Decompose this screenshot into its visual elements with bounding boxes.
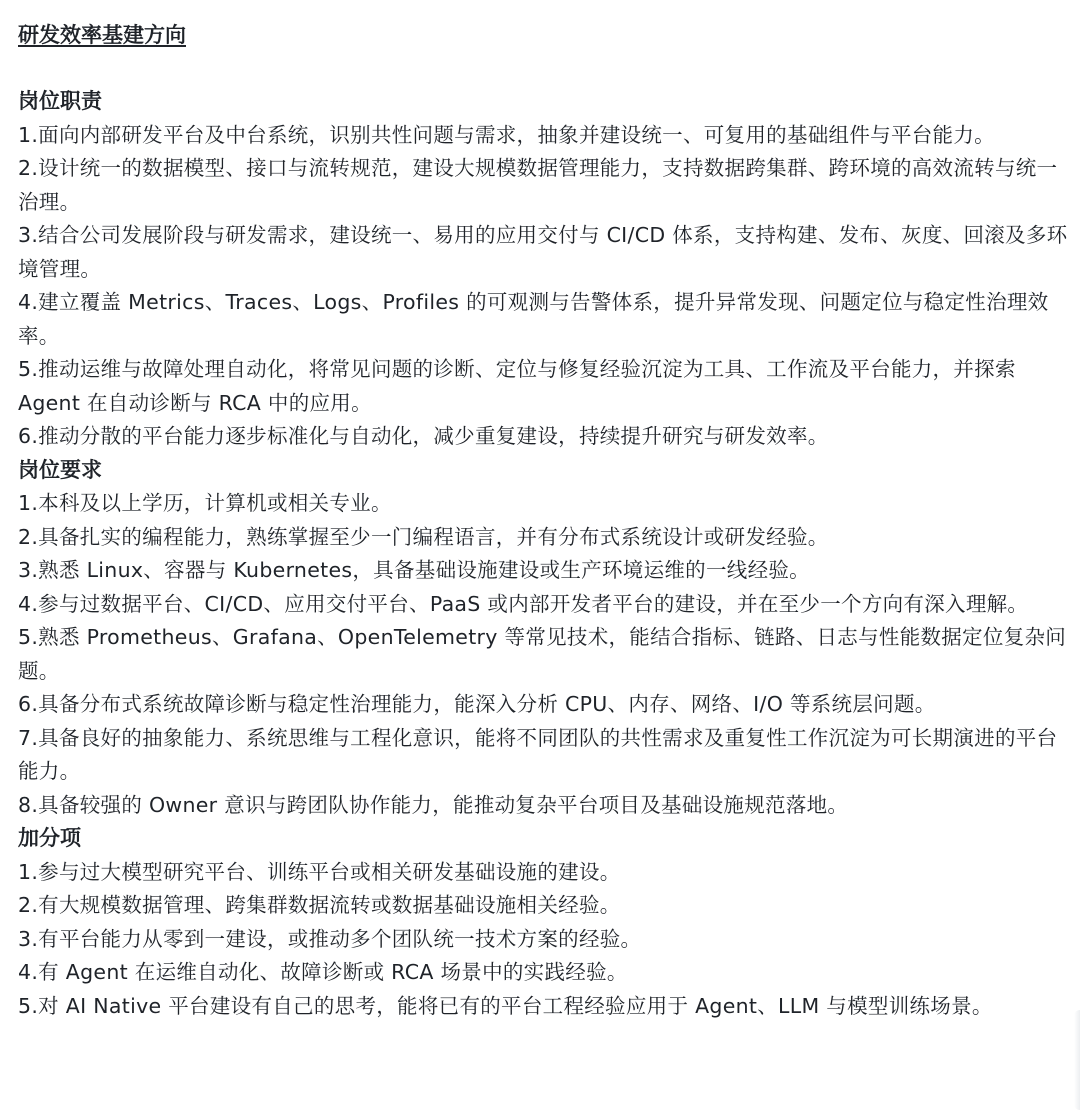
section-heading-bonus: 加分项 — [18, 826, 81, 850]
responsibility-item-3: 3.结合公司发展阶段与研发需求，建设统一、易用的应用交付与 CI/CD 体系，支持构建、发布、灰度、回滚及多环境管理。 — [18, 223, 1068, 281]
requirement-item-4: 4.参与过数据平台、CI/CD、应用交付平台、PaaS 或内部开发者平台的建设，并在至少一个方向有深入理解。 — [18, 591, 1029, 616]
bonus-item-2: 2.有大规模数据管理、跨集群数据流转或数据基础设施相关经验。 — [18, 893, 621, 917]
section-responsibilities — [18, 85, 1068, 454]
scrollbar-edge[interactable] — [1074, 1010, 1080, 1110]
requirement-item-5: 5.熟悉 Prometheus、Grafana、OpenTelemetry 等常见技术，能结合指标、链路、日志与性能数据定位复杂问题。 — [18, 625, 1067, 683]
responsibility-item-4: 4.建立覆盖 Metrics、Traces、Logs、Profiles 的可观测与告警体系，提升异常发现、问题定位与稳定性治理效率。 — [18, 290, 1049, 348]
bonus-item-5: 5.对 AI Native 平台建设有自己的思考，能将已有的平台工程经验应用于 Agent、LLM 与模型训练场景。 — [18, 993, 993, 1018]
document-body — [18, 18, 1068, 1023]
section-heading-requirements: 岗位要求 — [18, 457, 102, 482]
section-requirements — [18, 454, 1068, 823]
requirement-item-6: 6.具备分布式系统故障诊断与稳定性治理能力，能深入分析 CPU、内存、网络、I/O 等系统层问题。 — [18, 692, 936, 716]
responsibility-item-6: 6.推动分散的平台能力逐步标准化与自动化，减少重复建设，持续提升研究与研发效率。 — [18, 424, 829, 448]
section-heading-responsibilities: 岗位职责 — [18, 89, 102, 113]
document-title: 研发效率基建方向 — [18, 23, 186, 47]
bonus-item-1: 1.参与过大模型研究平台、训练平台或相关研发基础设施的建设。 — [18, 859, 621, 884]
responsibility-item-1: 1.面向内部研发平台及中台系统，识别共性问题与需求，抽象并建设统一、可复用的基础组件与平台能力。 — [18, 122, 995, 147]
requirement-item-7: 7.具备良好的抽象能力、系统思维与工程化意识，能将不同团队的共性需求及重复性工作沉淀为可长期演进的平台能力。 — [18, 725, 1058, 783]
bonus-item-3: 3.有平台能力从零到一建设，或推动多个团队统一技术方案的经验。 — [18, 926, 642, 951]
responsibility-item-5: 5.推动运维与故障处理自动化，将常见问题的诊断、定位与修复经验沉淀为工具、工作流及平台能力，并探索 Agent 在自动诊断与 RCA 中的应用。 — [18, 357, 1016, 415]
requirement-item-3: 3.熟悉 Linux、容器与 Kubernetes，具备基础设施建设或生产环境运维的一线经验。 — [18, 558, 810, 582]
responsibility-item-2: 2.设计统一的数据模型、接口与流转规范，建设大规模数据管理能力，支持数据跨集群、跨环境的高效流转与统一治理。 — [18, 156, 1058, 214]
bonus-item-4: 4.有 Agent 在运维自动化、故障诊断或 RCA 场景中的实践经验。 — [18, 960, 628, 984]
requirement-item-2: 2.具备扎实的编程能力，熟练掌握至少一门编程语言，并有分布式系统设计或研发经验。 — [18, 524, 829, 549]
requirement-item-1: 1.本科及以上学历，计算机或相关专业。 — [18, 491, 392, 515]
section-bonus — [18, 822, 1068, 1023]
requirement-item-8: 8.具备较强的 Owner 意识与跨团队协作能力，能推动复杂平台项目及基础设施规范落地。 — [18, 792, 849, 817]
